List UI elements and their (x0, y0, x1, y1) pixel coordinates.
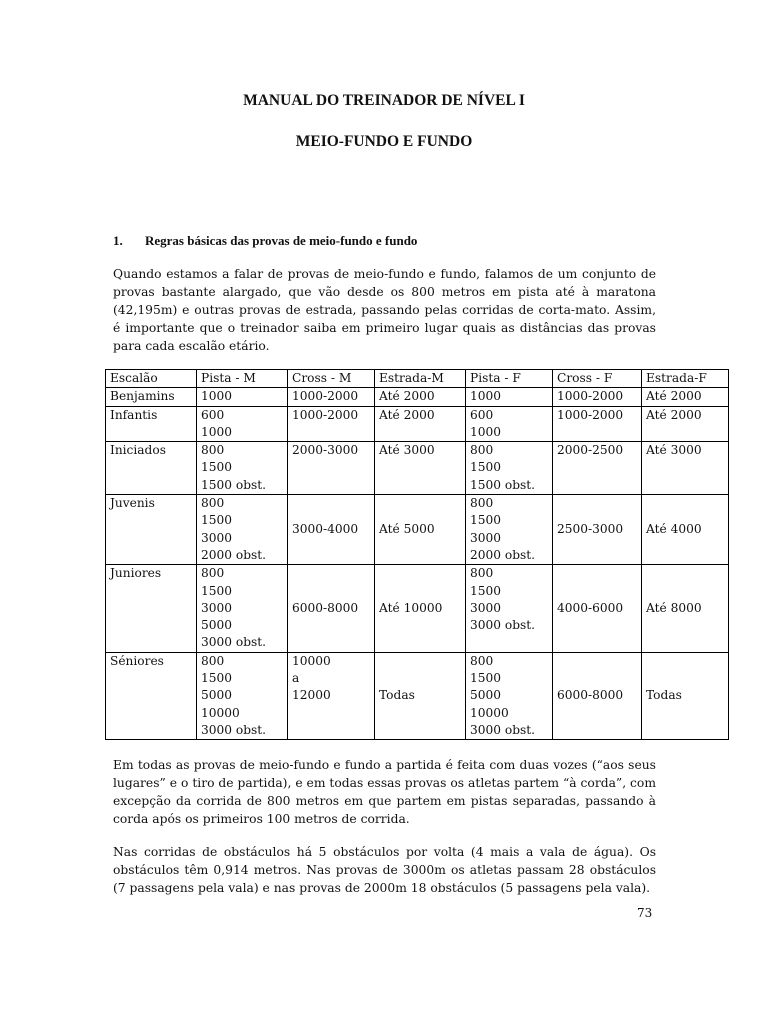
cell-text: Até 3000 (379, 443, 435, 458)
cell-text: 3000 obst. (470, 722, 536, 737)
cell-text: 800 (470, 443, 494, 458)
cell-text: a (292, 671, 300, 686)
cell-text: 1000 (201, 389, 233, 404)
table-cell-pista-m (197, 406, 288, 442)
cell-text: 1000 (470, 389, 502, 404)
header-label: Pista - F (470, 371, 521, 385)
cell-text: 1000-2000 (557, 407, 624, 422)
table-cell-estrada-m (375, 406, 466, 442)
table-cell-estrada-m (375, 652, 466, 739)
table-cell-pista-m (197, 565, 288, 652)
table-cell-escalao (106, 565, 197, 652)
cell-text: Juniores (110, 566, 162, 581)
table-row (106, 652, 729, 739)
table-cell-estrada-f (642, 388, 729, 406)
cell-text: Até 2000 (379, 389, 435, 404)
table-cell-pista-f (466, 388, 553, 406)
cell-text: Até 5000 (379, 522, 435, 537)
cell-text: 2000 obst. (201, 547, 267, 562)
cell-text: 1500 obst. (201, 477, 267, 492)
table-row (106, 495, 729, 565)
table-row (106, 388, 729, 406)
cell-text: 2000-3000 (292, 443, 359, 458)
cell-text: 1500 obst. (470, 477, 536, 492)
distances-table (105, 369, 729, 740)
header-label: Cross - F (557, 371, 613, 385)
cell-text: 1000-2000 (557, 389, 624, 404)
cell-text: 800 (470, 653, 494, 668)
cell-text: 1500 (201, 460, 233, 475)
table-cell-pista-f (466, 406, 553, 442)
cell-text: 800 (201, 653, 225, 668)
paragraph-obstacles: Nas corridas de obstáculos há 5 obstáculos por volta (4 mais a vala de água). Os obstáculos têm 0,914 metros. Nas provas de 3000m os atletas passam 28 obstáculos (7 passagens pela vala) e nas provas de 2000m 18 obstáculos (5 passagens pela vala). (113, 845, 656, 895)
table-cell-pista-f (466, 565, 553, 652)
cell-text: 800 (201, 443, 225, 458)
table-cell-cross-f (553, 565, 642, 652)
table-cell-cross-f (553, 388, 642, 406)
table-cell-escalao (106, 388, 197, 406)
table-cell-escalao (106, 406, 197, 442)
table-cell-estrada-f (642, 565, 729, 652)
cell-text: 3000 (470, 600, 502, 615)
page-subtitle: MEIO-FUNDO E FUNDO (295, 133, 473, 150)
table-cell-cross-m (288, 388, 375, 406)
table-cell-pista-m (197, 388, 288, 406)
table-cell-cross-f (553, 442, 642, 495)
table-cell-cross-m (288, 406, 375, 442)
table-cell-cross-f (553, 406, 642, 442)
cell-text: 1000 (470, 424, 502, 439)
table-cell-escalao (106, 652, 197, 739)
cell-text: 800 (470, 496, 494, 511)
header-label: Cross - M (292, 371, 352, 385)
cell-text: 3000 obst. (470, 618, 536, 633)
cell-text: 3000 obst. (201, 722, 267, 737)
table-cell-cross-m (288, 565, 375, 652)
cell-text: 6000-8000 (557, 688, 624, 703)
cell-text: 3000 (201, 600, 233, 615)
header-cell-cross-m (288, 370, 375, 388)
table-body (106, 388, 729, 740)
table-cell-cross-m (288, 442, 375, 495)
cell-text: 1000 (201, 424, 233, 439)
section-number: 1. (113, 233, 123, 248)
table-cell-pista-m (197, 442, 288, 495)
table-cell-estrada-m (375, 565, 466, 652)
cell-text: 1500 (470, 671, 502, 686)
cell-text: 1500 (201, 671, 233, 686)
table-cell-cross-f (553, 495, 642, 565)
cell-text: Até 10000 (379, 600, 443, 615)
cell-text: 4000-6000 (557, 600, 624, 615)
cell-text: 600 (470, 407, 494, 422)
cell-text: Até 8000 (646, 600, 702, 615)
table-cell-estrada-m (375, 388, 466, 406)
section-title: Regras básicas das provas de meio-fundo e fundo (145, 233, 418, 248)
table-cell-estrada-m (375, 495, 466, 565)
cell-text: Até 2000 (646, 407, 702, 422)
cell-text: 1500 (470, 460, 502, 475)
cell-text: Iniciados (110, 443, 166, 458)
table-cell-escalao (106, 442, 197, 495)
header-label: Escalão (110, 371, 158, 385)
cell-text: 1500 (470, 513, 502, 528)
table-cell-cross-m (288, 652, 375, 739)
table-row (106, 442, 729, 495)
table-row (106, 406, 729, 442)
table-cell-pista-f (466, 652, 553, 739)
table-cell-pista-m (197, 652, 288, 739)
cell-text: 3000-4000 (292, 522, 359, 537)
header-cell-pista-m (197, 370, 288, 388)
cell-text: 12000 (292, 688, 331, 703)
cell-text: 5000 (201, 618, 233, 633)
header-label: Estrada-M (379, 371, 444, 385)
cell-text: 3000 (470, 530, 502, 545)
cell-text: 600 (201, 407, 225, 422)
cell-text: Benjamins (110, 389, 175, 404)
cell-text: 800 (201, 566, 225, 581)
table-cell-estrada-f (642, 442, 729, 495)
cell-text: 10000 (470, 705, 509, 720)
header-label: Estrada-F (646, 371, 707, 385)
cell-text: 10000 (201, 705, 240, 720)
table-cell-estrada-m (375, 442, 466, 495)
cell-text: 800 (201, 496, 225, 511)
table-cell-estrada-f (642, 652, 729, 739)
table-cell-escalao (106, 495, 197, 565)
cell-text: 2500-3000 (557, 522, 624, 537)
header-cell-estrada-f (642, 370, 729, 388)
cell-text: 3000 (201, 530, 233, 545)
header-cell-cross-f (553, 370, 642, 388)
cell-text: 1000-2000 (292, 407, 359, 422)
table-cell-cross-f (553, 652, 642, 739)
cell-text: 1500 (470, 583, 502, 598)
cell-text: Juvenis (110, 496, 155, 511)
table-cell-pista-f (466, 442, 553, 495)
header-cell-escalao (106, 370, 197, 388)
table-cell-pista-f (466, 495, 553, 565)
cell-text: Até 3000 (646, 443, 702, 458)
paragraph-start-rules: Em todas as provas de meio-fundo e fundo a partida é feita com duas vozes (“aos seus lugares” e o tiro de partida), e em todas essas provas os atletas partem “à corda”, com excepção da corrida de 800 metros em que partem em pistas separadas, passando à corda após os primeiros 100 metros de corrida. (113, 758, 656, 826)
cell-text: Até 4000 (646, 522, 702, 537)
cell-text: Séniores (110, 653, 164, 668)
table-header-row (106, 370, 729, 388)
cell-text: 5000 (201, 688, 233, 703)
table-cell-estrada-f (642, 406, 729, 442)
cell-text: 6000-8000 (292, 600, 359, 615)
cell-text: 10000 (292, 653, 331, 668)
page-number: 73 (637, 906, 653, 920)
table-cell-cross-m (288, 495, 375, 565)
table-row (106, 565, 729, 652)
cell-text: 1500 (201, 513, 233, 528)
cell-text: Até 2000 (646, 389, 702, 404)
cell-text: Todas (646, 688, 682, 703)
cell-text: 3000 obst. (201, 635, 267, 650)
cell-text: 5000 (470, 688, 502, 703)
cell-text: 2000 obst. (470, 547, 536, 562)
table-cell-pista-m (197, 495, 288, 565)
cell-text: 1000-2000 (292, 389, 359, 404)
cell-text: 800 (470, 566, 494, 581)
cell-text: Até 2000 (379, 407, 435, 422)
cell-text: 2000-2500 (557, 443, 624, 458)
header-label: Pista - M (201, 371, 256, 385)
paragraph-intro: Quando estamos a falar de provas de meio-fundo e fundo, falamos de um conjunto de provas bastante alargado, que vão desde os 800 metros em pista até à maratona (42,195m) e outras provas de estrada, passando pelas corridas de corta-mato. Assim, é importante que o treinador saiba em primeiro lugar quais as distâncias das provas para cada escalão etário. (113, 267, 656, 353)
header-cell-pista-f (466, 370, 553, 388)
header-cell-estrada-m (375, 370, 466, 388)
page-title: MANUAL DO TREINADOR DE NÍVEL I (243, 92, 525, 109)
cell-text: 1500 (201, 583, 233, 598)
cell-text: Todas (379, 688, 415, 703)
table-cell-estrada-f (642, 495, 729, 565)
section-heading (113, 233, 417, 249)
cell-text: Infantis (110, 407, 158, 422)
